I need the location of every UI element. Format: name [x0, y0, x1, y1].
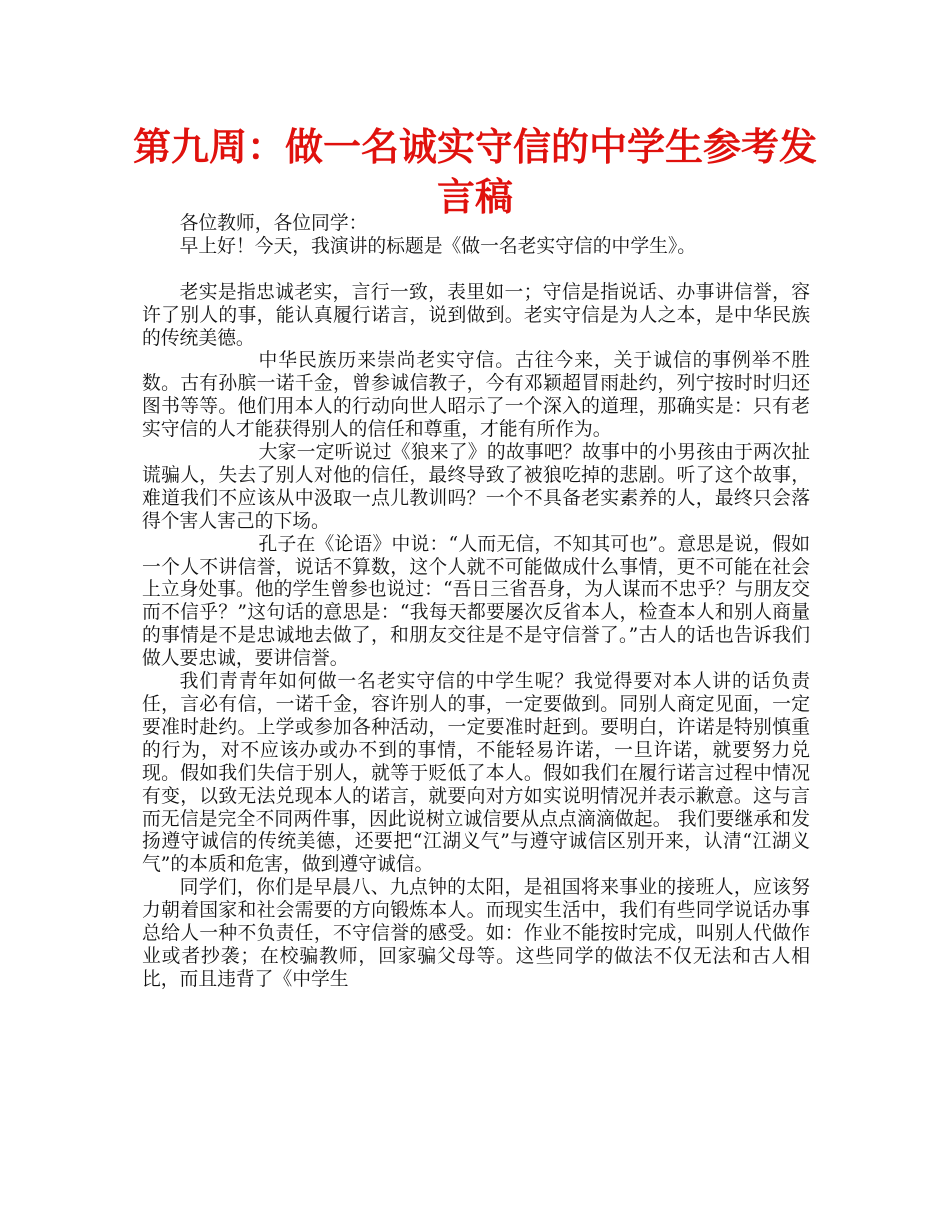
- body-paragraph: 大家一定听说过《狼来了》的故事吧？故事中的小男孩由于两次扯谎骗人，失去了别人对他的信任，最终导致了被狼吃掉的悲剧。听了这个故事，难道我们不应该从中汲取一点儿教训吗？一个不具备老实素养的人，最终只会落得个害人害己的下场。: [142, 442, 810, 532]
- greeting-paragraph: 各位教师，各位同学：: [179, 213, 368, 234]
- paragraph-spacer: [142, 259, 810, 282]
- body-paragraph: 老实是指忠诚老实，言行一致，表里如一；守信是指说话、办事讲信誉，容许了别人的事，能认真履行诺言，说到做到。老实守信是为人之本，是中华民族的传统美德。: [142, 281, 810, 349]
- body-paragraph: 中华民族历来崇尚老实守信。古往今来，关于诚信的事例举不胜数。古有孙膑一诺千金，曾参诚信教子，今有邓颖超冒雨赴约，列宁按时时归还图书等等。他们用本人的行动向世人昭示了一个深入的道理，那确实是：只有老实守信的人才能获得别人的信任和尊重，才能有所作为。: [142, 350, 810, 441]
- document-title: 第九周：做一名诚实守信的中学生参考发言稿: [132, 125, 817, 219]
- body-paragraph: 孔子在《论语》中说：“人而无信，不知其可也”。意思是说，假如一个人不讲信誉，说话不算数，这个人就不可能做成什么事情，更不可能在社会上立身处事。他的学生曾参也说过：“吾日三省吾身，为人谋而不忠乎？与朋友交而不信乎？”这句话的意思是：“我每天都要屡次反省本人，检查本人和别人商量的事情是不是忠诚地去做了，和朋友交往是不是守信誉了。”古人的话也告诉我们做人要忠诚，要讲信誉。: [142, 533, 810, 670]
- document-body: [142, 213, 810, 992]
- opening-paragraph: 早上好！今天，我演讲的标题是《做一名老实守信的中学生》。: [179, 235, 697, 257]
- body-paragraph: 同学们，你们是早晨八、九点钟的太阳，是祖国将来事业的接班人，应该努力朝着国家和社会需要的方向锻炼本人。而现实生活中，我们有些同学说话办事总给人一种不负责任，不守信誉的感受。如：作业不能按时完成，叫别人代做作业或者抄袭；在校骗教师，回家骗父母等。这些同学的做法不仅无法和古人相比，而且违背了《中学生: [142, 877, 810, 990]
- body-paragraph: 我们青青年如何做一名老实守信的中学生呢？我觉得要对本人讲的话负责任，言必有信，一诺千金，容许别人的事，一定要做到。同别人商定见面，一定要准时赴约。上学或参加各种活动，一定要准时赶到。要明白，许诺是特别慎重的行为，对不应该办或办不到的事情，不能轻易许诺，一旦许诺，就要努力兑现。假如我们失信于别人，就等于贬低了本人。假如我们在履行诺言过程中情况有变，以致无法兑现本人的诺言，就要向对方如实说明情况并表示歉意。这与言而无信是完全不同两件事，因此说树立诚信要从点点滴滴做起。 我们要继承和发扬遵守诚信的传统美德，还要把“江湖义气”与遵守诚信区别开来，认清“江湖义气”的本质和危害，做到遵守诚信。: [142, 671, 810, 876]
